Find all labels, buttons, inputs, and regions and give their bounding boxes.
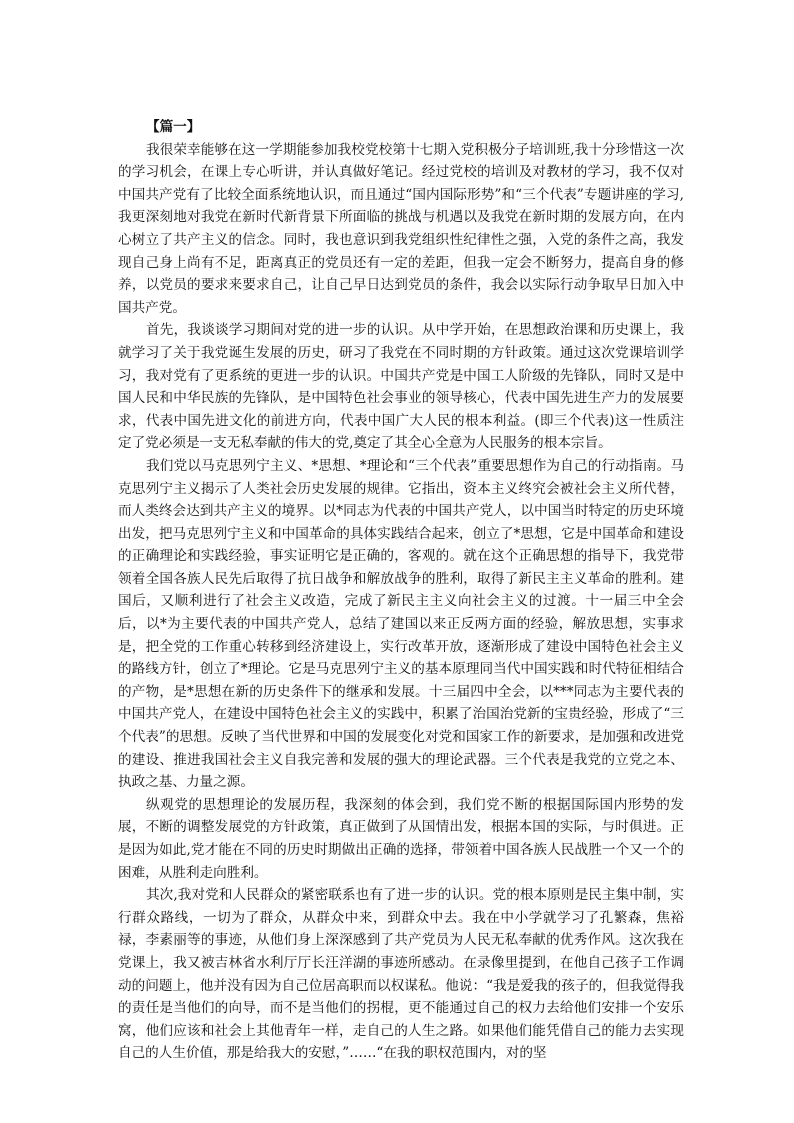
paragraph-5: 其次,我对党和人民群众的紧密联系也有了进一步的认识。党的根本原则是民主集中制，实行群众路线，一切为了群众，从群众中来，到群众中去。我在中小学就学习了孔繁森，焦裕禄，李素丽等的事迹，从他们身上深深感到了共产党员为人民无私奉献的优秀作风。这次我在党课上，我又被吉林省水利厅厅长汪洋湖的事迹所感动。在录像里提到，在他自己孩子工作调动的问题上，他并没有因为自己位居高职而以权谋私。他说：“我是爱我的孩子的，但我觉得我的责任是当他们的向导，而不是当他们的拐棍，更不能通过自己的权力去给他们安排一个安乐窝，他们应该和社会上其他青年一样，走自己的人生之路。如果他们能凭借自己的能力去实现自己的人生价值，那是给我大的安慰，”……“在我的职权范围内，对的坚 [118, 887, 684, 1062]
paragraph-4: 纵观党的思想理论的发展历程，我深刻的体会到，我们党不断的根据国际国内形势的发展，不断的调整发展党的方针政策，真正做到了从国情出发，根据本国的实际，与时俱进。正是因为如此,党才能在不同的历史时期做出正确的选择，带领着中国各族人民战胜一个又一个的困难，从胜利走向胜利。 [118, 796, 684, 881]
paragraph-2: 首先，我谈谈学习期间对党的进一步的认识。从中学开始，在思想政治课和历史课上，我就学习了关于我党诞生发展的历史，研习了我党在不同时期的方针政策。通过这次党课培训学习，我对党有了更系统的更进一步的认识。中国共产党是中国工人阶级的先锋队，同时又是中国人民和中华民族的先锋队，是中国特色社会事业的领导核心，代表中国先进生产力的发展要求，代表中国先进文化的前进方向，代表中国广大人民的根本利益。(即三个代表)这一性质注定了党必须是一支无私奉献的伟大的党,奠定了其全心全意为人民服务的根本宗旨。 [118, 322, 684, 452]
paragraph-3: 我们党以马克思列宁主义、*思想、*理论和“三个代表”重要思想作为自己的行动指南。马克思列宁主义揭示了人类社会历史发展的规律。它指出，资本主义终究会被社会主义所代替，而人类终会达到共产主义的境界。以*同志为代表的中国共产党人，以中国当时特定的历史环境出发，把马克思列宁主义和中国革命的具体实践结合起来，创立了*思想，它是中国革命和建设的正确理论和实践经验，事实证明它是正确的，客观的。就在这个正确思想的指导下，我党带领着全国各族人民先后取得了抗日战争和解放战争的胜利，取得了新民主主义革命的胜利。建国后，又顺利进行了社会主义改造，完成了新民主主义向社会主义的过渡。十一届三中全会后，以*为主要代表的中国共产党人，总结了建国以来正反两方面的经验，解放思想，实事求是，把全党的工作重心转移到经济建设上，实行改革开放，逐渐形成了建设中国特色社会主义的路线方针，创立了*理论。它是马克思列宁主义的基本原理同当代中国实践和时代特征相结合的产物，是*思想在新的历史条件下的继承和发展。十三届四中全会，以***同志为主要代表的中国共产党人，在建设中国特色社会主义的实践中，积累了治国治党新的宝贵经验，形成了“三个代表”的思想。反映了当代世界和中国的发展变化对党和国家工作的新要求，是加强和改进党的建设、推进我国社会主义自我完善和发展的强大的理论武器。三个代表是我党的立党之本、执政之基、力量之源。 [118, 457, 684, 791]
section-heading: 【篇一】 [146, 119, 201, 135]
document-body [118, 116, 684, 1065]
paragraph-1: 我很荣幸能够在这一学期能参加我校党校第十七期入党积极分子培训班,我十分珍惜这一次的学习机会，在课上专心听讲，并认真做好笔记。经过党校的培训及对教材的学习，我不仅对中国共产党有了比较全面系统地认识，而且通过“国内国际形势”和“三个代表”专题讲座的学习,我更深刻地对我党在新时代新背景下所面临的挑战与机遇以及我党在新时期的发展方向，在内心树立了共产主义的信念。同时，我也意识到我党组织性纪律性之强，入党的条件之高，我发现自己身上尚有不足，距离真正的党员还有一定的差距，但我一定会不断努力，提高自身的修养，以党员的要求来要求自己，让自己早日达到党员的条件，我会以实际行动争取早日加入中国共产党。 [118, 141, 684, 316]
